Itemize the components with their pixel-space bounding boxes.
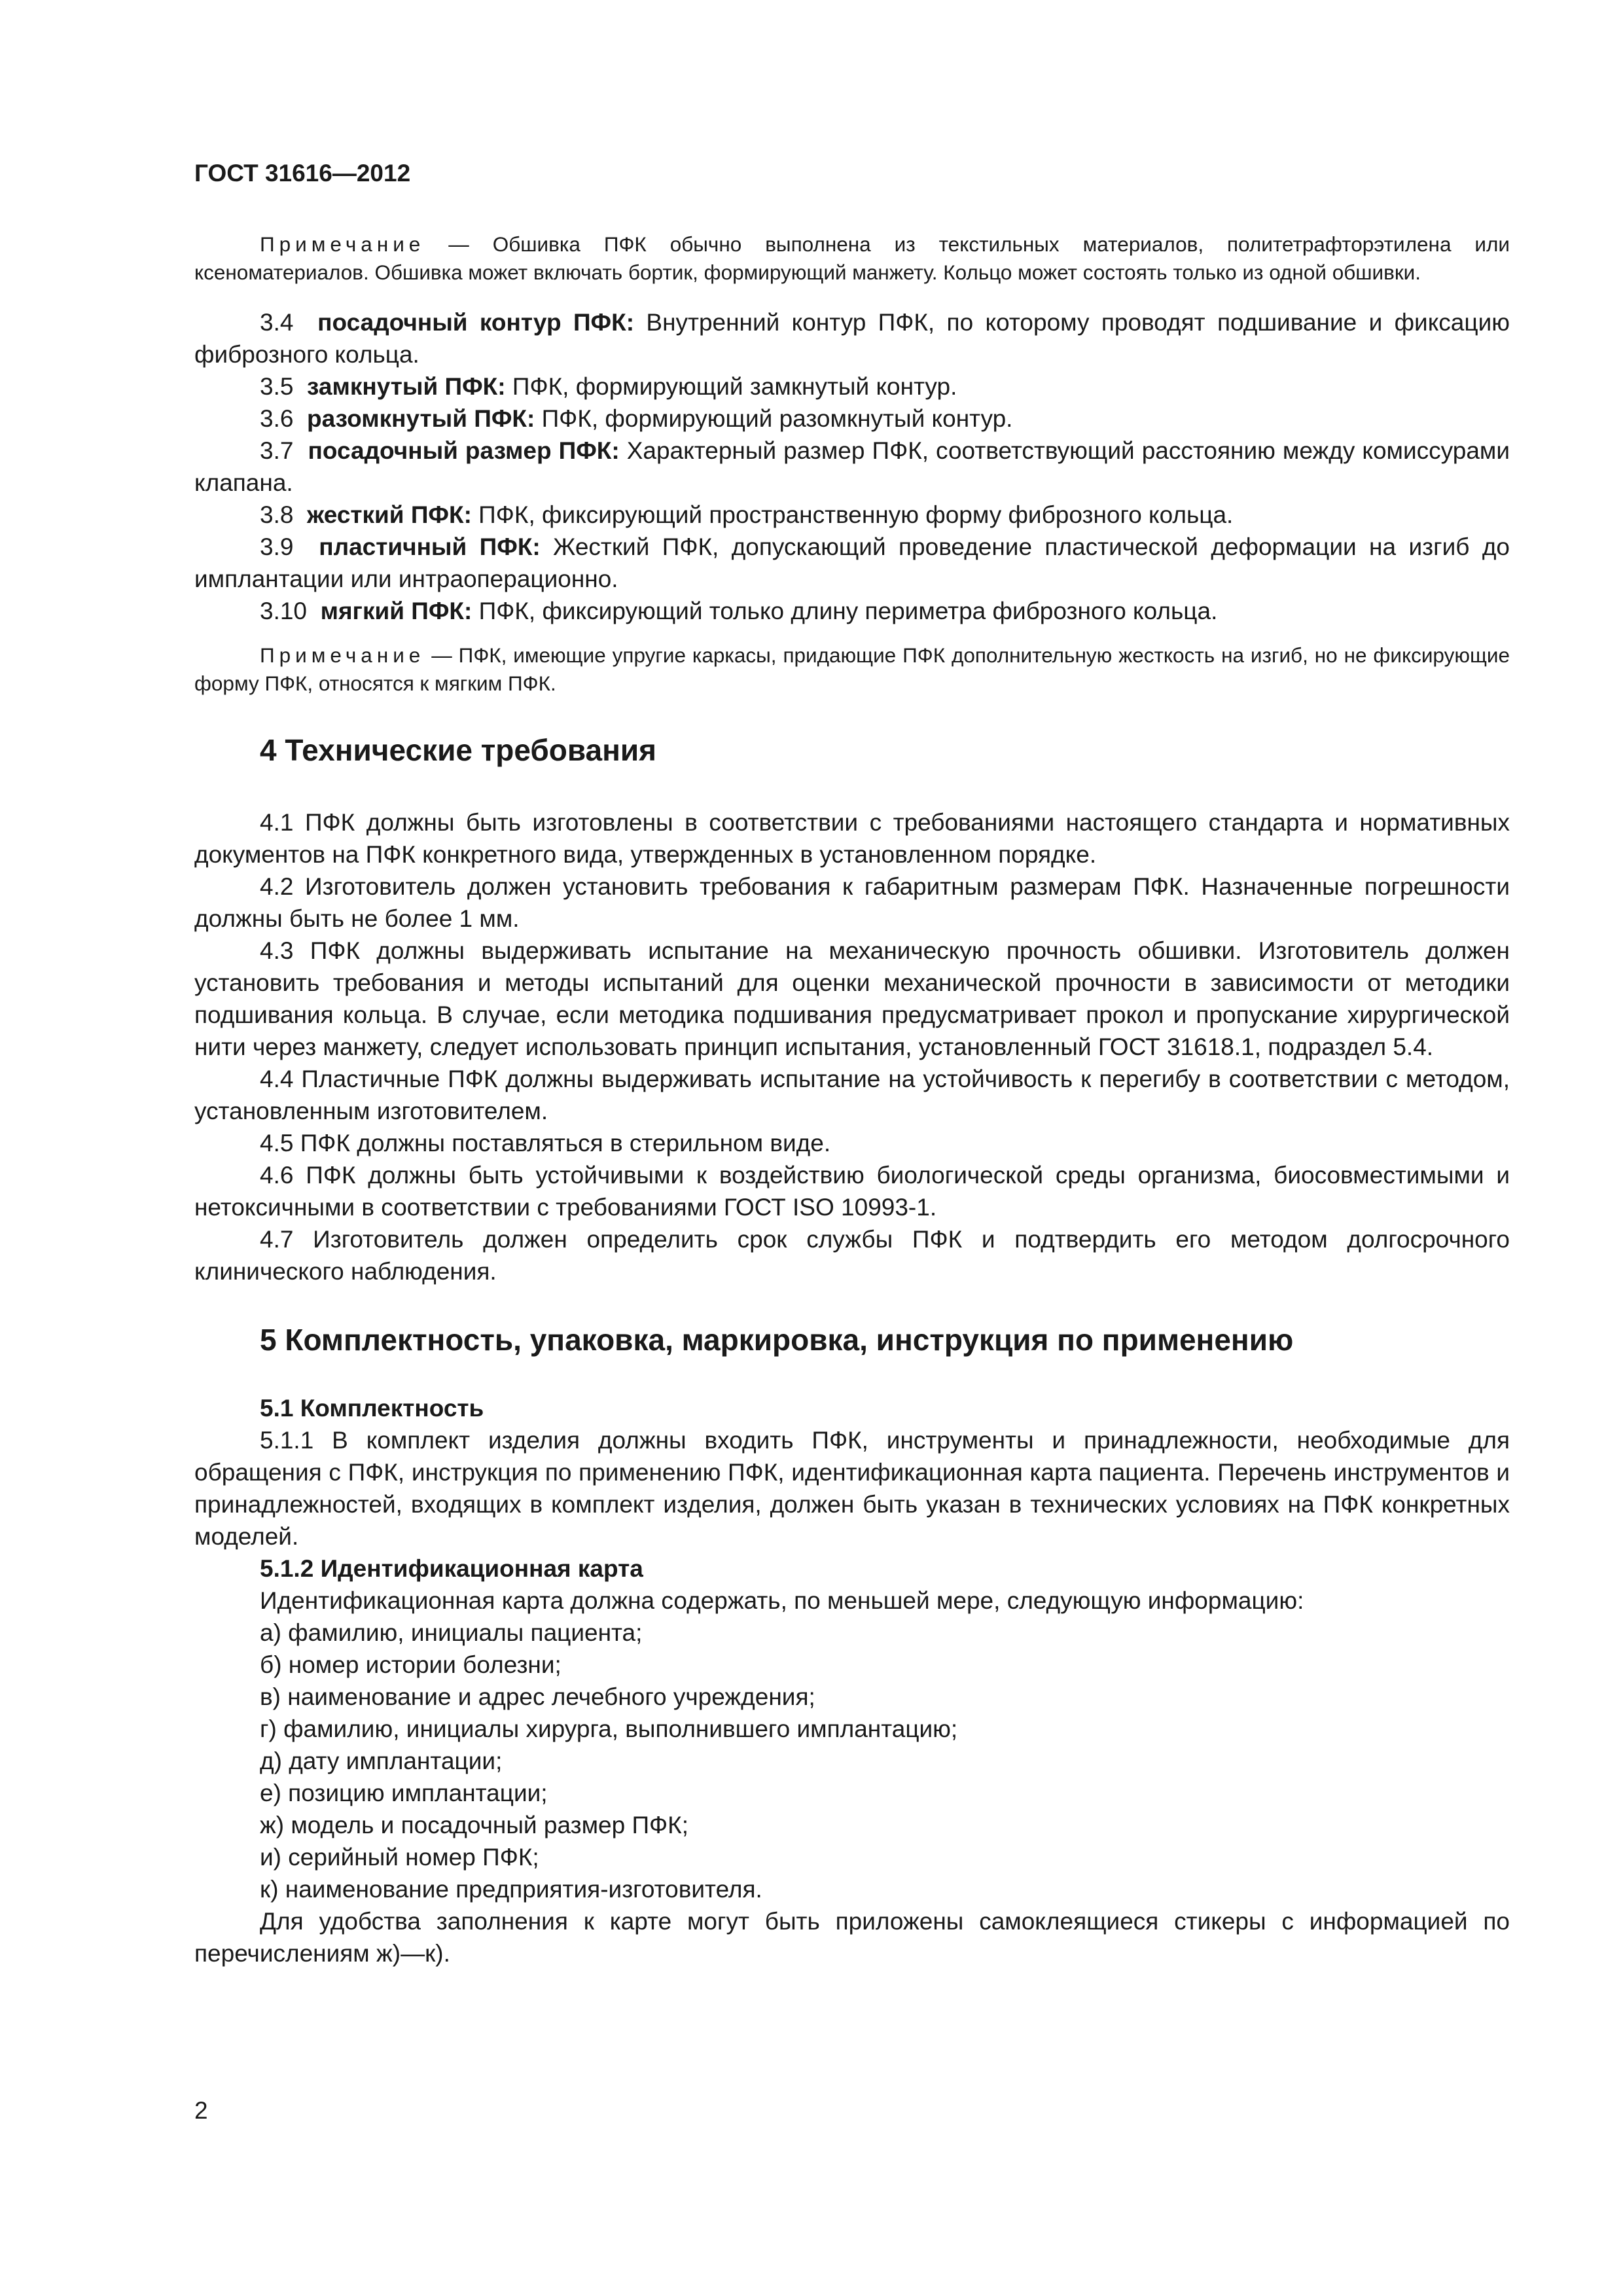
definition-number: 3.8 <box>260 501 294 528</box>
list-item: е) позицию имплантации; <box>260 1780 548 1806</box>
note-label: Примечание <box>260 232 425 256</box>
definition-number: 3.4 <box>260 309 294 336</box>
document-id-header: ГОСТ 31616—2012 <box>194 160 411 187</box>
subsection-5-1-2-heading: 5.1.2 Идентификационная карта <box>260 1555 643 1582</box>
page-number: 2 <box>194 2097 208 2124</box>
definition-3-8 <box>194 499 1510 531</box>
list-item: а) фамилию, инициалы пациента; <box>260 1619 643 1646</box>
section-4-heading: 4 Технические требования <box>260 733 656 767</box>
definition-3-5 <box>194 370 1510 403</box>
definition-text: ПФК, фиксирующий только длину периметра фиброзного кольца. <box>472 598 1218 624</box>
list-item: г) фамилию, инициалы хирурга, выполнившего имплантацию; <box>260 1715 958 1742</box>
paragraph-5-1-2-outro: Для удобства заполнения к карте могут быть приложены самоклеящиеся стикеры с информацией по перечислениям ж)—к). <box>194 1908 1510 1967</box>
paragraph-4-2: 4.2 Изготовитель должен установить требования к габаритным размерам ПФК. Назначенные погрешности должны быть не более 1 мм. <box>194 873 1510 932</box>
list-item: б) номер истории болезни; <box>260 1651 562 1678</box>
definition-term: жесткий ПФК: <box>307 501 472 528</box>
definition-text: ПФК, фиксирующий пространственную форму фиброзного кольца. <box>471 501 1234 528</box>
note-text: — Обшивка ПФК обычно выполнена из текстильных материалов, политетрафторэтилена или ксеноматериалов. Обшивка может включать бортик, формирующий манжету. Кольцо может состоять только из одной обшивки. <box>194 232 1510 284</box>
paragraph-4-4: 4.4 Пластичные ПФК должны выдерживать испытание на устойчивость к перегибу в соответствии с методом, установленным изготовителем. <box>194 1066 1510 1124</box>
definition-term: замкнутый ПФК: <box>307 373 506 400</box>
definition-number: 3.5 <box>260 373 294 400</box>
list-item: и) серийный номер ПФК; <box>260 1844 539 1871</box>
paragraph-4-3: 4.3 ПФК должны выдерживать испытание на механическую прочность обшивки. Изготовитель должен установить требования и методы испытаний для оценки механической прочности в зависимости от методики подшивания кольца. В случае, если методика подшивания предусматривает прокол и пропускание хирургической нити через манжету, следует использовать принцип испытания, установленный ГОСТ 31618.1, подраздел 5.4. <box>194 937 1510 1060</box>
paragraph-4-6: 4.6 ПФК должны быть устойчивыми к воздействию биологической среды организма, биосовместимыми и нетоксичными в соответствии с требованиями ГОСТ ISO 10993-1. <box>194 1162 1510 1221</box>
definition-text: ПФК, формирующий замкнутый контур. <box>505 373 957 400</box>
paragraph-4-5: 4.5 ПФК должны поставляться в стерильном виде. <box>260 1130 831 1157</box>
definition-3-4 <box>194 306 1510 370</box>
definition-number: 3.10 <box>260 598 308 624</box>
paragraph-5-1-2-intro: Идентификационная карта должна содержать, по меньшей мере, следующую информацию: <box>260 1587 1304 1614</box>
list-item: к) наименование предприятия-изготовителя. <box>260 1876 762 1903</box>
section-5-heading: 5 Комплектность, упаковка, маркировка, инструкция по применению <box>260 1323 1294 1357</box>
definition-number: 3.9 <box>260 533 294 560</box>
definition-3-10 <box>194 595 1510 627</box>
definition-term: пластичный ПФК: <box>319 533 541 560</box>
definition-term: посадочный контур ПФК: <box>317 309 635 336</box>
definition-term: разомкнутый ПФК: <box>307 405 535 432</box>
definition-number: 3.6 <box>260 405 294 432</box>
note-paragraph <box>194 230 1510 287</box>
identification-card-list <box>194 1617 1510 1905</box>
definition-3-7 <box>194 435 1510 499</box>
page-content <box>194 157 1510 1969</box>
list-item: ж) модель и посадочный размер ПФК; <box>260 1812 689 1839</box>
paragraph-5-1-1: 5.1.1 В комплект изделия должны входить ПФК, инструменты и принадлежности, необходимые для обращения с ПФК, инструкция по применению ПФК, идентификационная карта пациента. Перечень инструментов и принадлежностей, входящих в комплект изделия, должен быть указан в технических условиях на ПФК конкретных моделей. <box>194 1427 1510 1550</box>
definition-text: ПФК, формирующий разомкнутый контур. <box>535 405 1013 432</box>
definition-text: Внутренний контур ПФК, по которому проводят подшивание и фиксацию фиброзного кольца. <box>194 309 1510 368</box>
definition-term: мягкий ПФК: <box>320 598 473 624</box>
definition-text: Жесткий ПФК, допускающий проведение пластической деформации на изгиб до имплантации или интраоперационно. <box>194 533 1510 592</box>
paragraph-4-1: 4.1 ПФК должны быть изготовлены в соответствии с требованиями настоящего стандарта и нормативных документов на ПФК конкретного вида, утвержденных в установленном порядке. <box>194 809 1510 868</box>
list-item: д) дату имплантации; <box>260 1748 503 1774</box>
note-label: Примечание <box>260 643 425 667</box>
list-item: в) наименование и адрес лечебного учреждения; <box>260 1683 815 1710</box>
note-text: — ПФК, имеющие упругие каркасы, придающие ПФК дополнительную жесткость на изгиб, но не фиксирующие форму ПФК, относятся к мягким ПФК. <box>194 643 1510 695</box>
note-paragraph <box>194 641 1510 698</box>
definition-3-6 <box>194 403 1510 435</box>
paragraph-4-7: 4.7 Изготовитель должен определить срок службы ПФК и подтвердить его методом долгосрочного клинического наблюдения. <box>194 1226 1510 1285</box>
definition-3-9 <box>194 531 1510 595</box>
definition-number: 3.7 <box>260 437 294 464</box>
definition-text: Характерный размер ПФК, соответствующий расстоянию между комиссурами клапана. <box>194 437 1510 496</box>
definition-term: посадочный размер ПФК: <box>308 437 620 464</box>
subsection-5-1-heading: 5.1 Комплектность <box>260 1395 484 1422</box>
